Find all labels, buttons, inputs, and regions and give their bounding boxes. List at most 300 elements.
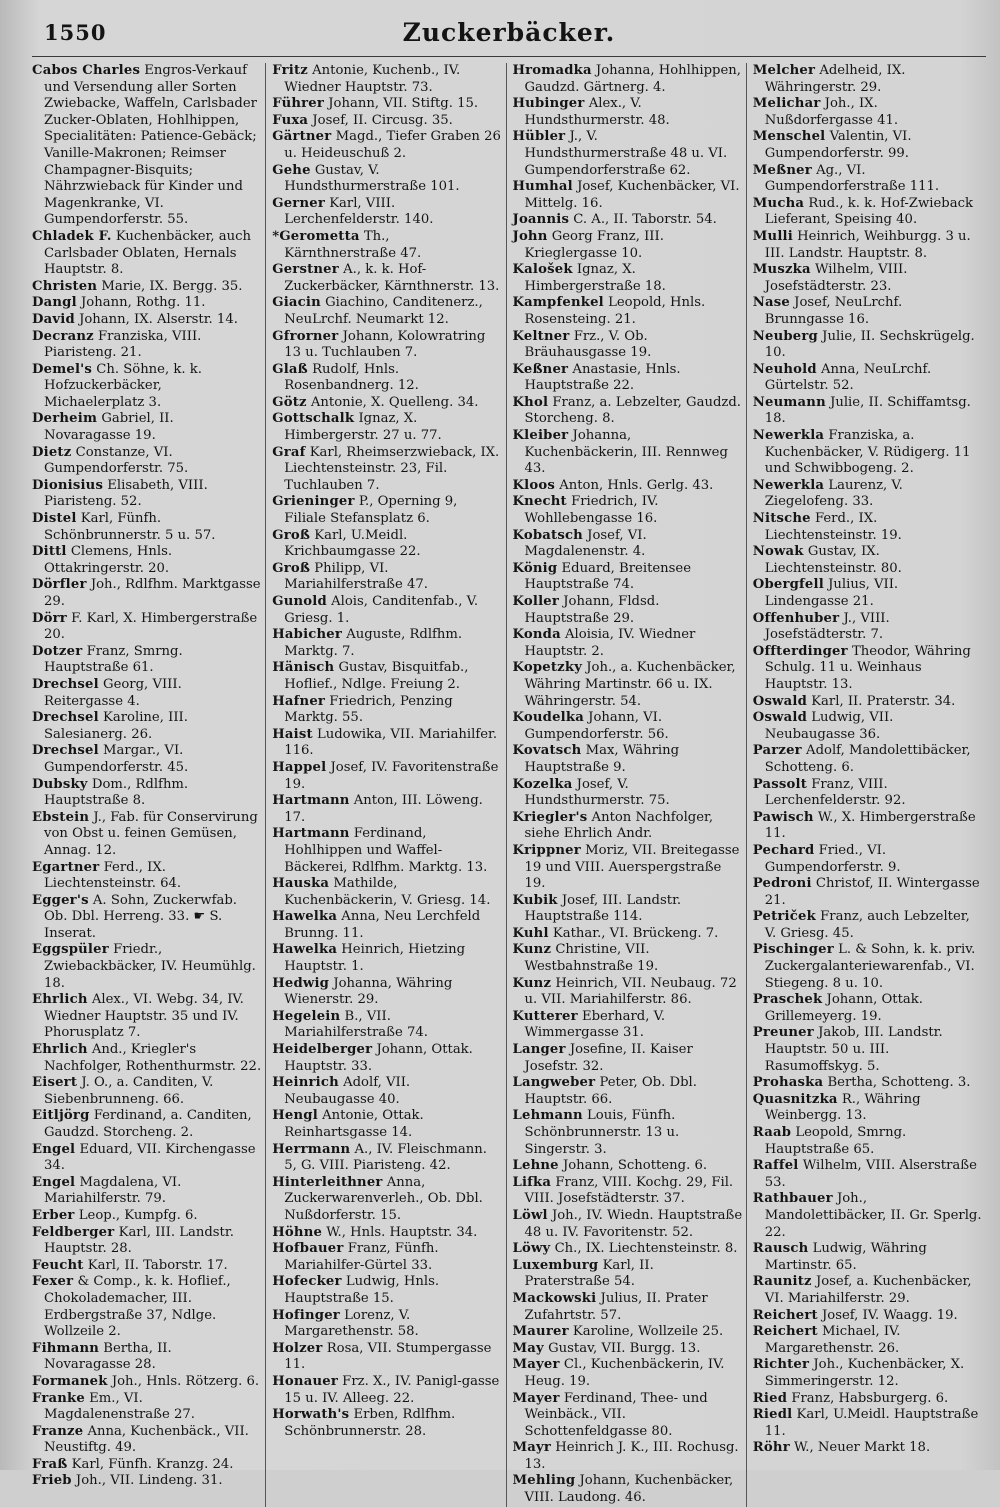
entry-details: Johanna, Währing Wienerstr. 29. — [284, 975, 453, 1008]
entry-details: Ferd., IX. Liechtensteinstr. 64. — [44, 859, 182, 892]
directory-entry — [513, 1009, 743, 1042]
entry-details: Franziska, a. Kuchenbäcker, V. Rüdigerg. 11 und Schwibbogeng. 2. — [764, 428, 971, 477]
entry-details: Joh., Mandolettibäcker, II. Gr. Sperlg. 22. — [764, 1191, 982, 1240]
directory-entry — [753, 1440, 983, 1457]
entry-name: Oswald — [752, 710, 807, 726]
directory-entry — [513, 362, 743, 395]
entry-details: Johann, IX. Alserstr. 14. — [79, 311, 238, 327]
entry-details: Anna, Kuchenbäck., VII. Neustiftg. 49. — [44, 1423, 249, 1456]
entry-name: Eitljörg — [32, 1108, 90, 1124]
directory-entry — [753, 362, 983, 395]
entry-name: Höhne — [272, 1224, 323, 1240]
entry-details: Anton, Hnls. Gerlg. 43. — [559, 477, 714, 493]
directory-entry — [272, 1225, 502, 1242]
entry-name: Offenhuber — [752, 610, 840, 626]
entry-name: Offterdinger — [752, 643, 848, 659]
entry-name: Chladek F. — [32, 228, 112, 244]
entry-name: Groß — [272, 560, 311, 576]
directory-entry — [32, 1473, 262, 1490]
entry-details: J., V. Hundsthurmerstraße 48 u. VI. Gumpendorferstraße 62. — [524, 129, 728, 178]
entry-name: Feucht — [32, 1257, 84, 1273]
directory-entry — [513, 1175, 743, 1208]
entry-details: Johann, Fldsd. Hauptstraße 29. — [524, 594, 660, 626]
directory-entry — [272, 329, 502, 362]
entry-name: Praschek — [752, 992, 823, 1008]
directory-entry — [753, 992, 983, 1025]
entry-name: Raunitz — [752, 1274, 812, 1290]
entry-details: Fried., VI. Gumpendorferstr. 9. — [764, 842, 901, 875]
directory-entry — [272, 129, 502, 162]
entry-details: Eduard, Breitensee Hauptstraße 74. — [524, 560, 692, 593]
entry-details: A., k. k. Hof-Zuckerbäcker, Kärnthnerstr. 13. — [284, 262, 500, 294]
entry-name: Gfrorner — [272, 328, 339, 344]
directory-entry — [272, 113, 502, 130]
entry-details: Franz, auch Lebzelter, V. Griesg. 45. — [764, 909, 970, 941]
entry-name: Engel — [32, 1174, 76, 1190]
entry-details: Wilhelm, VIII. Josefstädterstr. 23. — [764, 262, 908, 294]
directory-entry — [272, 976, 502, 1009]
entry-name: Riedl — [752, 1407, 793, 1423]
entry-details: Karoline, III. Salesianerg. 26. — [44, 710, 188, 742]
entry-details: Heinrich, Hietzing Hauptstr. 1. — [284, 942, 466, 975]
entry-details: Josef, a. Kuchenbäcker, VI. Mariahilferstr. 29. — [764, 1274, 972, 1306]
entry-name: Distel — [32, 511, 77, 527]
directory-entry — [513, 1258, 743, 1291]
entry-name: Hübler — [512, 129, 566, 145]
entry-name: Happel — [272, 759, 327, 775]
entry-name: Quasnitzka — [752, 1091, 838, 1107]
entry-details: Gabriel, II. Novaragasse 19. — [44, 411, 174, 444]
directory-entry — [753, 544, 983, 577]
entry-name: Rausch — [752, 1241, 809, 1257]
entry-name: Franke — [32, 1390, 85, 1406]
entry-details: Ch. Söhne, k. k. Hofzuckerbäcker, Michaelerplatz 3. — [44, 361, 202, 410]
entry-details: Gustav, V. Hundsthurmerstraße 101. — [284, 162, 460, 195]
entry-details: Karl, Rheimserzwieback, IX. Liechtensteinstr. 23, Fil. Tuchlauben 7. — [284, 444, 500, 493]
entry-name: Gehe — [272, 162, 311, 178]
directory-entry — [32, 577, 262, 610]
entry-details: Aloisia, IV. Wiedner Hauptstr. 2. — [524, 627, 696, 659]
directory-entry — [513, 129, 743, 179]
directory-entry — [32, 1341, 262, 1374]
entry-name: Ehrlich — [32, 992, 88, 1008]
entry-name: Reichert — [752, 1324, 818, 1340]
directory-entry — [753, 196, 983, 229]
entry-details: Rudolf, Hnls. Rosenbandnerg. 12. — [284, 361, 419, 394]
entry-details: Joh., Rdlfhm. Marktgasse 29. — [44, 577, 261, 609]
directory-entry — [272, 694, 502, 727]
entry-details: Adolf, Mandolettibäcker, Schotteng. 6. — [764, 743, 971, 775]
directory-entry — [513, 428, 743, 478]
entry-details: Josef, IV. Waagg. 19. — [821, 1307, 958, 1323]
entry-name: Kampfenkel — [512, 295, 604, 311]
entry-name: Newerkla — [752, 428, 825, 444]
entry-name: Nitsche — [752, 511, 811, 527]
entry-name: Fexer — [32, 1274, 74, 1290]
entry-details: Leopold, Smrng. Hauptstraße 65. — [764, 1125, 907, 1157]
entry-details: Antonie, Ottak. Reinhartsgasse 14. — [284, 1108, 424, 1140]
entry-details: Valentin, VI. Gumpendorferstr. 99. — [764, 129, 912, 161]
directory-entry — [32, 677, 262, 710]
entry-name: Hofbauer — [272, 1241, 344, 1257]
entry-name: Hawelka — [272, 909, 338, 925]
directory-entry — [513, 976, 743, 1009]
entry-name: Decranz — [32, 328, 94, 344]
directory-entry — [513, 743, 743, 776]
entry-details: Joh., Kuchenbäcker, X. Simmeringerstr. 12. — [764, 1357, 965, 1389]
entry-name: Mayer — [512, 1390, 560, 1406]
directory-entry — [272, 627, 502, 660]
entry-name: Humhal — [512, 179, 573, 195]
directory-entry — [753, 710, 983, 743]
entry-details: R., Währing Weinbergg. 13. — [764, 1091, 921, 1124]
entry-name: Erber — [32, 1207, 75, 1223]
entry-name: Haist — [272, 726, 313, 742]
entry-details: Ludowika, VII. Mariahilfer. 116. — [284, 726, 498, 759]
entry-name: Herrmann — [272, 1141, 351, 1157]
directory-entry — [513, 494, 743, 527]
entry-name: Kopetzky — [512, 660, 583, 676]
entry-name: Keltner — [512, 328, 570, 344]
entry-details: Engros-Verkauf und Versendung aller Sorten Zwiebacke, Waffeln, Carlsbader Zucker-Oblaten, Hohlhippen, Specialitäten: Patience-Gebäck; Vanille-Makronen; Reimser Champagner-Bisquits; Nährzwieback für Kinder und Magenkranke, VI. Gumpendorferstr. 55. — [44, 63, 257, 228]
entry-details: Leop., Kumpfg. 6. — [78, 1207, 198, 1223]
entry-name: Luxemburg — [512, 1257, 599, 1273]
entry-details: Em., VI. Magdalenenstraße 27. — [44, 1390, 195, 1423]
directory-entry — [32, 411, 262, 444]
entry-details: Erben, Rdlfhm. Schönbrunnerstr. 28. — [284, 1407, 456, 1439]
entry-details: Joh., VII. Lindeng. 31. — [75, 1473, 223, 1489]
entry-name: Neuberg — [752, 328, 818, 344]
directory-entry — [32, 743, 262, 776]
entry-details: Franz, VIII. Lerchenfelderstr. 92. — [764, 776, 906, 809]
entry-name: Petriček — [752, 909, 816, 925]
entry-name: Gunold — [272, 594, 327, 609]
entry-name: Dubsky — [32, 776, 88, 792]
directory-entry — [513, 329, 743, 362]
entry-details: Ferdinand, Thee- und Weinbäck., VII. Schottenfeldgasse 80. — [524, 1390, 708, 1439]
directory-entry — [753, 262, 983, 295]
directory-entry — [272, 528, 502, 561]
entry-name: Honauer — [272, 1373, 338, 1389]
page-header — [32, 18, 986, 57]
directory-entry — [32, 1175, 262, 1208]
entry-details: Franz, VIII. Kochg. 29, Fil. VIII. Josefstädterstr. 37. — [524, 1174, 734, 1207]
directory-entry — [272, 1142, 502, 1175]
directory-entry — [272, 1175, 502, 1225]
entry-details: Josef, NeuLrchf. Brunngasse 16. — [764, 295, 903, 327]
directory-entry — [32, 478, 262, 511]
directory-entry — [272, 362, 502, 395]
entry-details: Christine, VII. Westbahnstraße 19. — [524, 942, 659, 975]
entry-details: Giachino, Canditenerz., NeuLrchf. Neumarkt 12. — [284, 295, 483, 327]
entry-name: König — [512, 560, 558, 576]
directory-entry — [272, 1042, 502, 1075]
entry-name: Fritz — [272, 63, 308, 78]
directory-entry — [513, 96, 743, 129]
entry-name: Richter — [752, 1357, 810, 1373]
entry-details: L. & Sohn, k. k. priv. Zuckergalanteriewarenfab., VI. Stiegeng. 8 u. 10. — [764, 942, 976, 991]
directory-entry — [32, 362, 262, 412]
directory-entry — [753, 1241, 983, 1274]
entry-name: Pawisch — [752, 809, 814, 825]
entry-name: Frieb — [32, 1473, 72, 1489]
entry-name: Cabos Charles — [32, 63, 141, 78]
directory-entry — [272, 594, 502, 627]
directory-entry — [513, 810, 743, 843]
directory-entry — [753, 478, 983, 511]
directory-entry — [32, 1274, 262, 1340]
entry-name: Neuhold — [752, 361, 817, 377]
entry-details: Joh., IV. Wiedn. Hauptstraße 48 u. IV. Favoritenstr. 52. — [524, 1207, 743, 1240]
entry-details: Julius, II. Prater Zufahrtstr. 57. — [524, 1290, 708, 1323]
entry-details: Anton Nachfolger, siehe Ehrlich Andr. — [524, 809, 714, 842]
entry-name: Fuxa — [272, 112, 309, 128]
entry-name: Muszka — [752, 262, 811, 278]
directory-entry — [753, 1357, 983, 1390]
entry-details: P., Operning 9, Filiale Stefansplatz 6. — [284, 494, 458, 527]
entry-name: Kubik — [512, 892, 558, 908]
entry-details: Anna, Zuckerwarenverleh., Ob. Dbl. Nußdorferstr. 15. — [284, 1174, 483, 1223]
page-number: 1550 — [44, 20, 107, 45]
directory-entry — [753, 743, 983, 776]
directory-entry — [272, 1274, 502, 1307]
entry-name: Kobatsch — [512, 527, 583, 543]
entry-details: & Comp., k. k. Hoflief., Chokolademacher, III. Erdbergstraße 37, Ndlge. Wollzeile 2. — [44, 1274, 231, 1340]
entry-name: Dotzer — [32, 643, 83, 659]
entry-details: Clemens, Hnls. Ottakringerstr. 20. — [44, 544, 173, 576]
directory-entry — [513, 942, 743, 975]
directory-entry — [32, 942, 262, 992]
entry-name: Ehrlich — [32, 1042, 88, 1058]
directory-entry — [513, 478, 743, 495]
entry-name: Kalošek — [512, 262, 573, 278]
entry-name: Pischinger — [752, 942, 834, 958]
entry-name: Kunz — [512, 942, 552, 958]
entry-name: Dangl — [32, 295, 77, 311]
entry-details: Anton, III. Löweng. 17. — [284, 793, 483, 825]
entry-details: Adolf, VII. Neubaugasse 40. — [284, 1075, 411, 1107]
entry-name: Preuner — [752, 1025, 814, 1041]
directory-entry — [32, 644, 262, 677]
entry-name: Hegelein — [272, 1008, 341, 1024]
entry-name: Maurer — [512, 1324, 569, 1340]
entry-details: Alois, Canditenfab., V. Griesg. 1. — [284, 594, 479, 626]
entry-name: May — [512, 1340, 544, 1356]
directory-entry — [272, 494, 502, 527]
directory-entry — [513, 229, 743, 262]
entry-name: Hengl — [272, 1108, 318, 1124]
entry-name: Hedwig — [272, 975, 330, 991]
entry-name: Mackowski — [512, 1290, 597, 1306]
entry-details: Ludwig, Währing Martinstr. 65. — [764, 1241, 927, 1273]
directory-entry — [32, 1391, 262, 1424]
entry-name: Dörr — [32, 610, 67, 626]
directory-entry — [32, 611, 262, 644]
entry-details: Ferdinand, a. Canditen, Gaudzd. Storcheng. 2. — [44, 1108, 252, 1140]
entry-details: Th., Kärnthnerstraße 47. — [284, 228, 422, 261]
entry-details: Josefine, II. Kaiser Josefstr. 32. — [524, 1042, 693, 1074]
directory-entry — [513, 1208, 743, 1241]
entry-name: Führer — [272, 96, 325, 112]
entry-name: Hafner — [272, 693, 326, 709]
entry-name: Dietz — [32, 444, 72, 460]
directory-columns — [32, 63, 986, 1507]
entry-name: Knecht — [512, 494, 567, 510]
entry-details: Jakob, III. Landstr. Hauptstr. 50 u. III. Rasumoffskyg. 5. — [764, 1025, 943, 1074]
directory-entry — [32, 445, 262, 478]
directory-entry — [513, 594, 743, 627]
entry-name: Keßner — [512, 361, 569, 377]
directory-entry — [272, 1241, 502, 1274]
entry-details: Julie, II. Sechskrügelg. 10. — [764, 328, 975, 361]
directory-entry — [513, 212, 743, 229]
entry-name: Mulli — [752, 228, 793, 244]
directory-entry — [32, 777, 262, 810]
directory-entry — [32, 279, 262, 296]
directory-entry — [753, 1075, 983, 1092]
entry-details: Moriz, VII. Breitegasse 19 und VIII. Auerspergstraße 19. — [524, 842, 740, 892]
entry-details: Franz, a. Lebzelter, Gaudzd. Storcheng. 8. — [524, 394, 741, 427]
entry-name: Kriegler's — [512, 809, 588, 825]
entry-name: Drechsel — [32, 676, 99, 692]
entry-details: Lorenz, V. Margarethenstr. 58. — [284, 1307, 419, 1340]
directory-entry — [513, 395, 743, 428]
directory-entry — [753, 577, 983, 610]
entry-name: Mayer — [512, 1357, 560, 1373]
entry-name: Hartmann — [272, 826, 350, 842]
entry-details: Laurenz, V. Ziegelofeng. 33. — [764, 477, 903, 510]
directory-entry — [272, 1308, 502, 1341]
entry-name: Nowak — [752, 544, 804, 560]
directory-entry — [513, 1158, 743, 1175]
entry-name: Hänisch — [272, 660, 335, 676]
directory-entry — [753, 1391, 983, 1408]
entry-details: Johann, Rothg. 11. — [81, 295, 206, 311]
directory-entry — [513, 1440, 743, 1473]
entry-details: Georg, VIII. Reitergasse 4. — [44, 676, 182, 709]
entry-name: Langweber — [512, 1075, 596, 1091]
entry-name: Lehmann — [512, 1108, 583, 1124]
directory-entry — [753, 810, 983, 843]
directory-entry — [32, 1258, 262, 1275]
entry-details: Anastasie, Hnls. Hauptstraße 22. — [524, 361, 681, 394]
entry-name: Mucha — [752, 195, 805, 211]
entry-details: W., Neuer Markt 18. — [794, 1440, 931, 1456]
directory-entry — [272, 876, 502, 909]
entry-details: Ludwig, VII. Neubaugasse 36. — [764, 710, 894, 742]
entry-details: Heinrich J. K., III. Rochusg. 13. — [524, 1440, 739, 1472]
directory-entry — [513, 1075, 743, 1108]
entry-details: Karl, II. Taborstr. 17. — [87, 1257, 228, 1273]
directory-entry — [32, 860, 262, 893]
directory-entry — [513, 1042, 743, 1075]
entry-details: Friedrich, IV. Wohllebengasse 16. — [524, 494, 659, 527]
directory-entry — [753, 163, 983, 196]
entry-details: Ludwig, Hnls. Hauptstraße 15. — [284, 1274, 440, 1306]
directory-entry — [32, 1142, 262, 1175]
entry-details: Franziska, VIII. Piaristeng. 21. — [44, 328, 202, 361]
entry-details: Adelheid, IX. Währingerstr. 29. — [764, 63, 906, 95]
entry-details: Franz, Smrng. Hauptstraße 61. — [44, 643, 183, 676]
entry-details: Frz. X., IV. Panigl-gasse 15 u. IV. Alleeg. 22. — [284, 1373, 500, 1406]
directory-entry — [753, 777, 983, 810]
directory-entry — [32, 893, 262, 943]
entry-name: Egger's — [32, 892, 89, 908]
entry-details: W., Hnls. Hauptstr. 34. — [326, 1224, 478, 1240]
entry-name: Christen — [32, 278, 98, 294]
entry-details: Theodor, Währing Schulg. 11 u. Weinhaus Hauptstr. 13. — [764, 643, 971, 692]
directory-entry — [32, 544, 262, 577]
directory-entry — [272, 760, 502, 793]
entry-details: Ignaz, X. Himbergerstr. 27 u. 77. — [284, 411, 442, 444]
directory-entry — [272, 395, 502, 412]
directory-entry — [272, 909, 502, 942]
entry-name: Egartner — [32, 859, 100, 875]
entry-details: Johann, Ottak. Grillemeyerg. 19. — [764, 992, 923, 1024]
directory-entry — [32, 511, 262, 544]
entry-name: Meßner — [752, 162, 812, 178]
entry-name: Dörfler — [32, 577, 87, 593]
entry-details: Georg Franz, III. Krieglergasse 10. — [524, 228, 664, 261]
directory-entry — [513, 561, 743, 594]
directory-entry — [753, 843, 983, 876]
entry-name: Groß — [272, 527, 311, 543]
directory-entry — [513, 1341, 743, 1358]
directory-entry — [32, 1457, 262, 1474]
entry-name: Kozelka — [512, 776, 573, 792]
directory-entry — [272, 1341, 502, 1374]
entry-details: Karl, III. Landstr. Hauptstr. 28. — [44, 1224, 234, 1257]
entry-name: Eggspüler — [32, 942, 109, 958]
directory-entry — [753, 694, 983, 711]
entry-details: Karoline, Wollzeile 25. — [572, 1324, 724, 1340]
entry-name: Kunz — [512, 975, 552, 991]
entry-name: Mayr — [512, 1440, 552, 1456]
entry-details: Johann, VII. Stiftg. 15. — [328, 96, 479, 112]
directory-entry — [513, 262, 743, 295]
directory-entry — [753, 295, 983, 328]
entry-details: Johann, Schotteng. 6. — [562, 1158, 708, 1174]
directory-entry — [272, 826, 502, 876]
entry-details: And., Kriegler's Nachfolger, Rothenthurmstr. 22. — [44, 1042, 262, 1074]
entry-name: Neumann — [752, 394, 826, 410]
entry-details: Cl., Kuchenbäckerin, IV. Heug. 19. — [524, 1357, 725, 1389]
entry-details: Peter, Ob. Dbl. Hauptstr. 66. — [524, 1075, 697, 1107]
directory-entry — [272, 1374, 502, 1407]
entry-details: Antonie, X. Quelleng. 34. — [310, 394, 479, 410]
directory-entry — [513, 1108, 743, 1158]
entry-name: Nase — [752, 295, 790, 311]
entry-details: Leopold, Hnls. Rosensteing. 21. — [524, 295, 706, 327]
entry-details: Karl, II. Praterstr. 34. — [811, 693, 956, 709]
directory-entry — [753, 129, 983, 162]
directory-entry — [513, 1357, 743, 1390]
entry-name: Demel's — [32, 361, 93, 377]
entry-details: Josef, V. Hundsthurmerstr. 75. — [524, 776, 670, 809]
entry-name: Gerner — [272, 195, 325, 211]
entry-name: Hawelka — [272, 942, 338, 958]
entry-details: Johanna, Hohlhippen, Gaudzd. Gärtnerg. 4. — [524, 63, 741, 95]
entry-name: Kutterer — [512, 1008, 578, 1024]
entry-details: Johanna, Kuchenbäckerin, III. Rennweg 43. — [524, 428, 728, 477]
entry-name: Franze — [32, 1423, 84, 1439]
directory-entry — [32, 1208, 262, 1225]
directory-entry — [272, 229, 502, 262]
entry-details: Rosa, VII. Stumpergasse 11. — [284, 1340, 492, 1373]
column-1 — [32, 63, 266, 1507]
directory-entry — [32, 312, 262, 329]
directory-entry — [513, 63, 743, 96]
